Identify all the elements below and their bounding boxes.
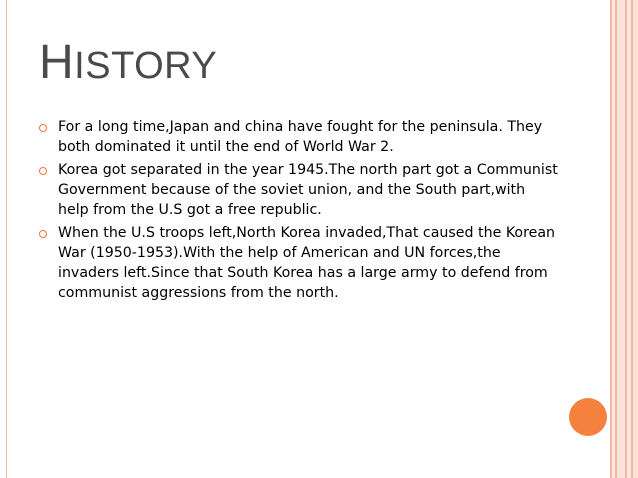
bullet-item [39,117,559,157]
ring-bullet-icon [39,230,47,238]
stripe [633,0,638,478]
right-decorative-stripes [610,0,638,478]
bullet-text: For a long time,Japan and china have fought for the peninsula. They both dominated it until the end of World War 2. [58,119,543,155]
bullet-item [39,160,559,220]
title-rest: ISTORY [74,45,218,87]
bullet-list [39,117,559,306]
bullet-item [39,223,559,303]
ring-bullet-icon [39,124,47,132]
orange-circle-icon [569,398,607,436]
bullet-text: When the U.S troops left,North Korea invaded,That caused the Korean War (1950-1953).With the help of American and UN forces,the invaders left.Since that South Korea has a large army to defend from communist aggressions from the north. [58,225,556,301]
stripe [617,0,625,478]
left-border-line [6,0,7,478]
slide-title [39,36,217,93]
title-initial: H [39,36,75,89]
bullet-text: Korea got separated in the year 1945.The north part got a Communist Government because of the soviet union, and the South part,with help from the U.S got a free republic. [58,162,558,218]
ring-bullet-icon [39,167,47,175]
